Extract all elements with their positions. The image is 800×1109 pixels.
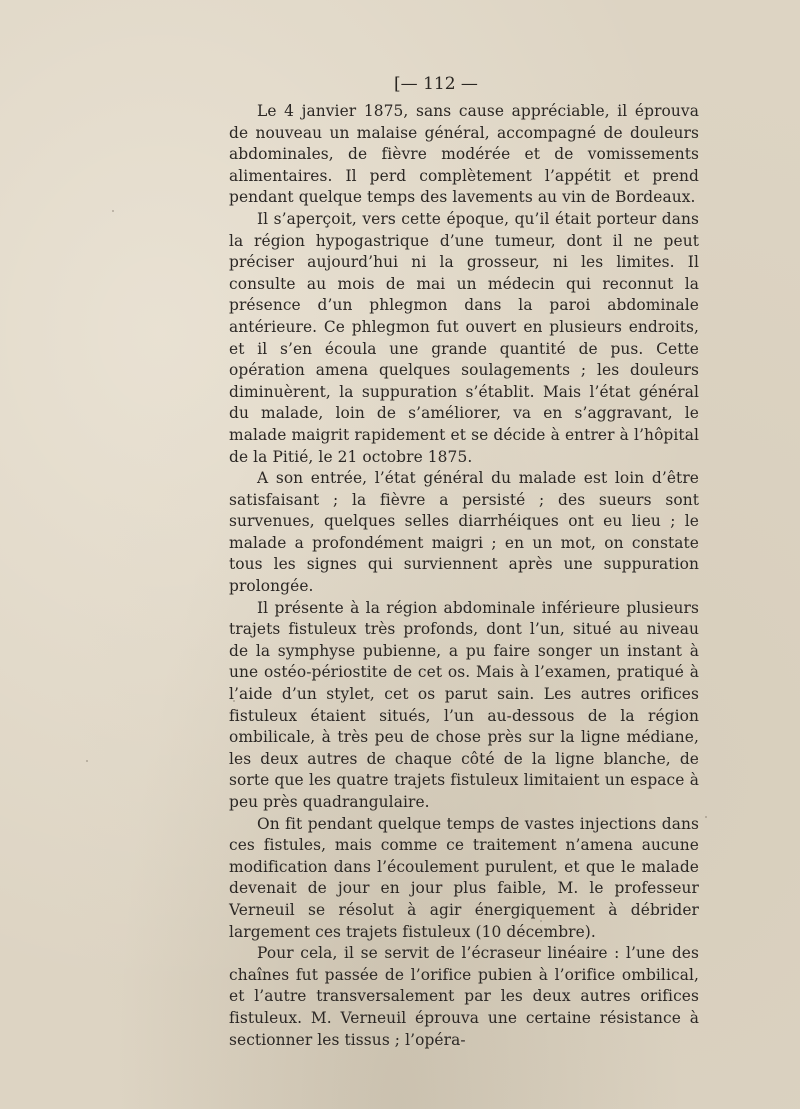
- paragraph: Il s’aperçoit, vers cette époque, qu’il était porteur dans la région hypogastrique d’une tumeur, dont il ne peut préciser aujourd’hui ni la grosseur, ni les limites. Il consulte au mois de mai un médecin qui reconnut la présence d’un phlegmon dans la paroi abdominale antérieure. Ce phlegmon fut ouvert en plusieurs endroits, et il s’en écoula une grande quantité de pus. Cette opération amena quelques soulagements ; les douleurs diminuèrent, la suppuration s’établit. Mais l’état général du malade, loin de s’améliorer, va en s’aggravant, le malade maigrit rapidement et se décide à entrer à l’hôpital de la Pitié, le 21 octobre 1875.: [229, 209, 699, 466]
- paper-speck: [86, 760, 88, 762]
- paper-speck: [233, 700, 235, 702]
- paragraph: A son entrée, l’état général du malade est loin d’être satisfaisant ; la fièvre a persisté ; des sueurs sont survenues, quelques selles diarrhéiques ont eu lieu ; le malade a profondément maigri ; en un mot, on constate tous les signes qui surviennent après une suppuration prolongée.: [229, 469, 699, 596]
- paragraph: Le 4 janvier 1875, sans cause appréciable, il éprouva de nouveau un malaise général, accompagné de douleurs abdominales, de fièvre modérée et de vomissements alimentaires. Il perd complètement l’appétit et prend pendant quelque temps des lavements au vin de Bordeaux.: [229, 102, 699, 207]
- paragraph: On fit pendant quelque temps de vastes injections dans ces fistules, mais comme ce traitement n’amena aucune modification dans l’écoulement purulent, et que le malade devenait de jour en jour plus faible, M. le professeur Verneuil se résolut à agir énergiquement à débrider largement ces trajets fistuleux (10 décembre).: [229, 814, 699, 941]
- body-text: [229, 101, 699, 1051]
- paper-speck: [112, 210, 114, 212]
- page-number: [— 112 —: [394, 74, 478, 94]
- paper-speck: [705, 816, 707, 818]
- paragraph: Il présente à la région abdominale inférieure plusieurs trajets fistuleux très profonds, dont l’un, situé au niveau de la symphyse pubienne, a pu faire songer un instant à une ostéo-périostite de cet os. Mais à l’examen, pratiqué à l’aide d’un stylet, cet os parut sain. Les autres orifices fistuleux étaient situés, l’un au-dessous de la région ombilicale, à très peu de chose près sur la ligne médiane, les deux autres de chaque côté de la ligne blanche, de sorte que les quatre trajets fistuleux limitaient un espace à peu près quadrangulaire.: [229, 598, 699, 811]
- paragraph: Pour cela, il se servit de l’écraseur linéaire : l’une des chaînes fut passée de l’orifice pubien à l’orifice ombilical, et l’autre transversalement par les deux autres orifices fistuleux. M. Verneuil éprouva une certaine résistance à sectionner les tissus ; l’opéra-: [229, 944, 699, 1049]
- paper-speck: [540, 920, 542, 922]
